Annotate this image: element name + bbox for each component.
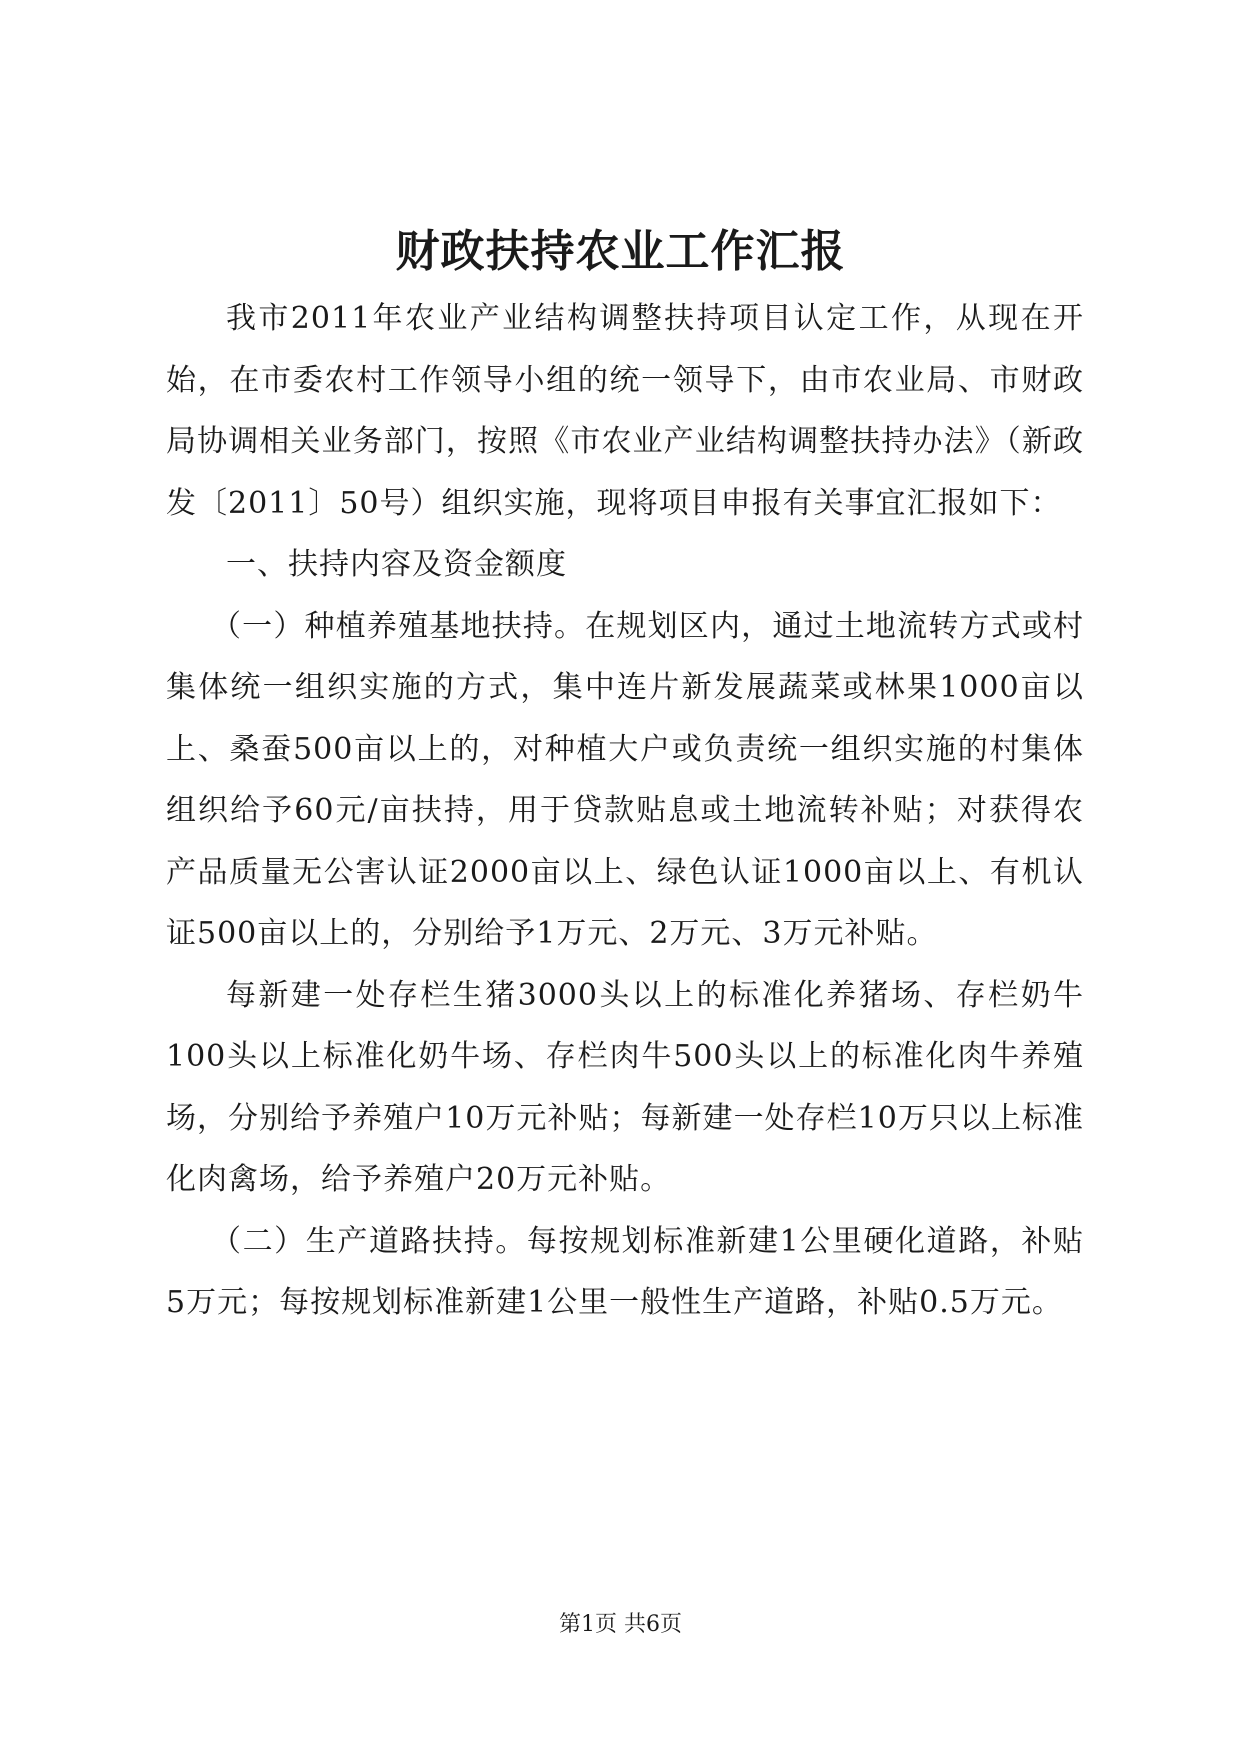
paragraph-road-support: （二）生产道路扶持。每按规划标准新建1公里硬化道路，补贴5万元；每按规划标准新建1公里一般性生产道路，补贴0.5万元。	[166, 1223, 1084, 1320]
paragraph-intro: 我市2011年农业产业结构调整扶持项目认定工作，从现在开始，在市委农村工作领导小组的统一领导下，由市农业局、市财政局协调相关业务部门，按照《市农业产业结构调整扶持办法》（新政发〔2011〕50号）组织实施，现将项目申报有关事宜汇报如下：	[166, 301, 1084, 521]
document-body	[166, 288, 1084, 1334]
paragraph-planting-support: （一）种植养殖基地扶持。在规划区内，通过土地流转方式或村集体统一组织实施的方式，集中连片新发展蔬菜或林果1000亩以上、桑蚕500亩以上的，对种植大户或负责统一组织实施的村集体组织给予60元/亩扶持，用于贷款贴息或土地流转补贴；对获得农产品质量无公害认证2000亩以上、绿色认证1000亩以上、有机认证500亩以上的，分别给予1万元、2万元、3万元补贴。	[166, 608, 1084, 951]
section-heading: 一、扶持内容及资金额度	[226, 547, 567, 582]
document-title: 财政扶持农业工作汇报	[395, 226, 846, 277]
page-footer: 第1页 共6页	[559, 1612, 682, 1637]
paragraph-livestock-support: 每新建一处存栏生猪3000头以上的标准化养猪场、存栏奶牛100头以上标准化奶牛场、存栏肉牛500头以上的标准化肉牛养殖场，分别给予养殖户10万元补贴；每新建一处存栏10万只以上标准化肉禽场，给予养殖户20万元补贴。	[166, 977, 1084, 1197]
